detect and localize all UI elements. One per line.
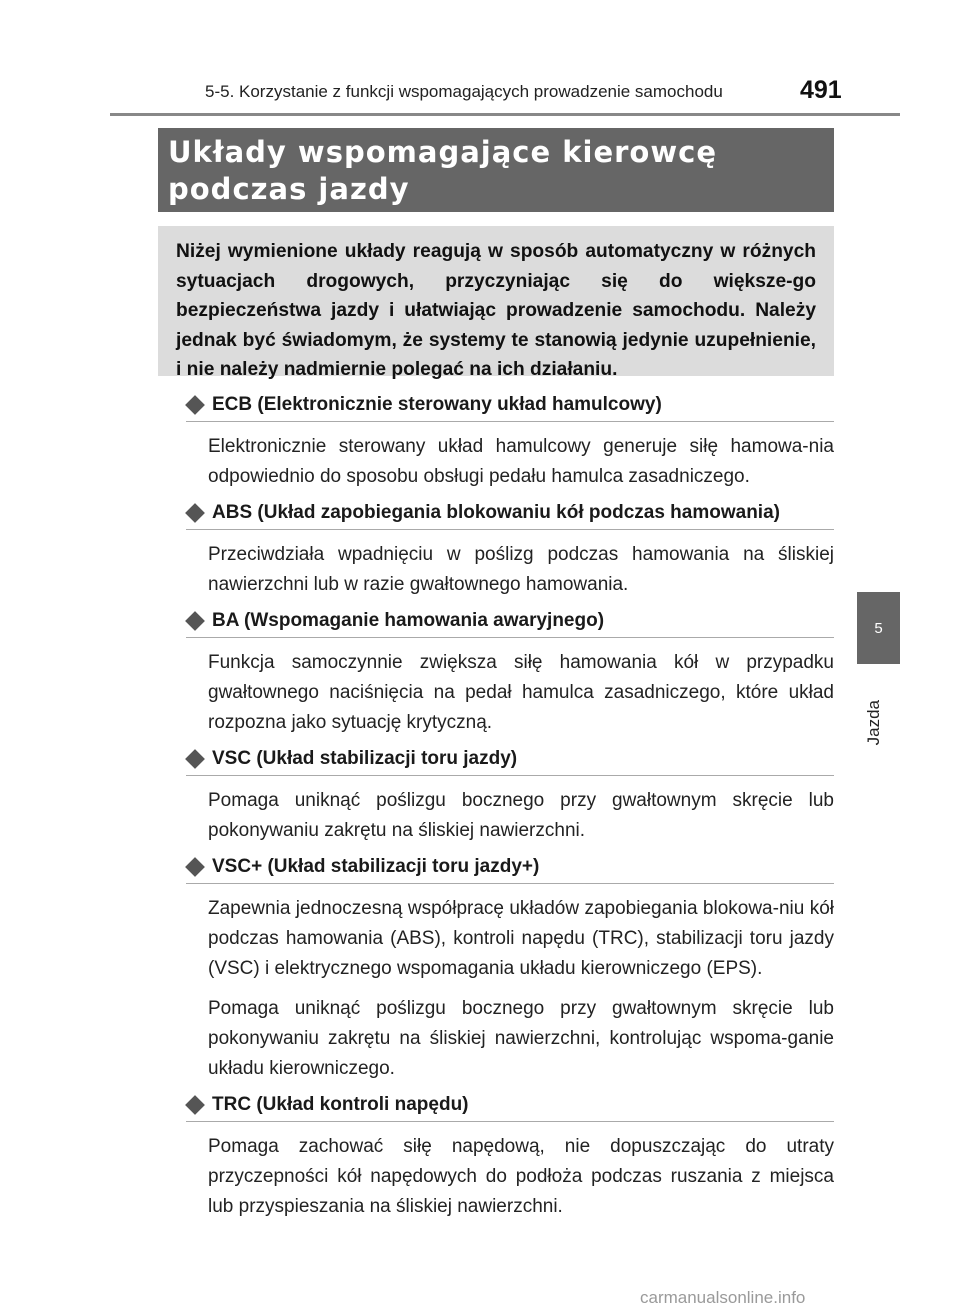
section-heading <box>186 502 834 530</box>
section-paragraph: Pomaga zachować siłę napędową, nie dopuszczając do utraty przyczepności kół napędowych do podłoża podczas ruszania z miejsca lub przyspieszania na śliskiej nawierzchni. <box>208 1136 834 1217</box>
section-heading-text: BA (Wspomaganie hamowania awaryjnego) <box>212 610 605 631</box>
section-trc <box>186 1094 834 1222</box>
section-heading <box>186 394 834 422</box>
header-divider <box>110 113 900 116</box>
section-heading <box>186 856 834 884</box>
section-heading <box>186 748 834 776</box>
page-title: Układy wspomagające kierowcę podczas jazdy <box>158 128 834 212</box>
section-paragraph: Zapewnia jednoczesną współpracę układów zapobiegania blokowa-niu kół podczas hamowania (ABS), kontroli napędu (TRC), stabilizacji toru jazdy (VSC) i elektrycznego wspomagania układu kierowniczego (EPS). <box>208 898 834 979</box>
section-heading <box>186 1094 834 1122</box>
diamond-bullet-icon <box>185 857 205 877</box>
section-heading-text: VSC (Układ stabilizacji toru jazdy) <box>212 748 518 769</box>
section-paragraph: Elektronicznie sterowany układ hamulcowy generuje siłę hamowa-nia odpowiednio do sposobu obsługi pedału hamulca zasadniczego. <box>208 436 834 487</box>
chapter-tab: 5 <box>857 592 900 664</box>
section-vsc <box>186 748 834 846</box>
section-ba <box>186 610 834 738</box>
diamond-bullet-icon <box>185 749 205 769</box>
section-paragraph: Pomaga uniknąć poślizgu bocznego przy gwałtownym skręcie lub pokonywaniu zakrętu na śliskiej nawierzchni, kontrolując wspoma-ganie układu kierowniczego. <box>208 998 834 1079</box>
section-vsc-plus <box>186 856 834 1084</box>
diamond-bullet-icon <box>185 503 205 523</box>
section-heading-text: TRC (Układ kontroli napędu) <box>212 1094 469 1115</box>
content <box>186 394 834 1232</box>
chapter-label: Jazda <box>864 700 883 746</box>
diamond-bullet-icon <box>185 395 205 415</box>
section-heading-text: ABS (Układ zapobiegania blokowaniu kół podczas hamowania) <box>212 502 780 523</box>
section-paragraph: Pomaga uniknąć poślizgu bocznego przy gwałtownym skręcie lub pokonywaniu zakrętu na śliskiej nawierzchni. <box>208 790 834 841</box>
diamond-bullet-icon <box>185 1095 205 1115</box>
section-paragraph: Przeciwdziała wpadnięciu w poślizg podczas hamowania na śliskiej nawierzchni lub w razie gwałtownego hamowania. <box>208 544 834 595</box>
intro-box: Niżej wymienione układy reagują w sposób automatyczny w różnych sytuacjach drogowych, przyczyniając się do większe-go bezpieczeństwa jazdy i ułatwiając prowadzenie samochodu. Należy jednak być świadomym, że systemy te stanowią jedynie uzupełnienie, i nie należy nadmiernie polegać na ich działaniu. <box>158 226 834 376</box>
section-paragraph: Funkcja samoczynnie zwiększa siłę hamowania kół w przypadku gwałtownego naciśnięcia na pedał hamulca zasadniczego, które układ rozpozna jako sytuację krytyczną. <box>208 652 834 733</box>
section-heading-text: ECB (Elektronicznie sterowany układ hamulcowy) <box>212 394 662 415</box>
section-abs <box>186 502 834 600</box>
watermark: carmanualsonline.info <box>640 1288 806 1307</box>
section-heading <box>186 610 834 638</box>
page-number: 491 <box>800 76 842 104</box>
section-heading-text: VSC+ (Układ stabilizacji toru jazdy+) <box>212 856 540 877</box>
diamond-bullet-icon <box>185 611 205 631</box>
running-header: 5-5. Korzystanie z funkcji wspomagających prowadzenie samochodu <box>205 82 723 101</box>
section-ecb <box>186 394 834 492</box>
